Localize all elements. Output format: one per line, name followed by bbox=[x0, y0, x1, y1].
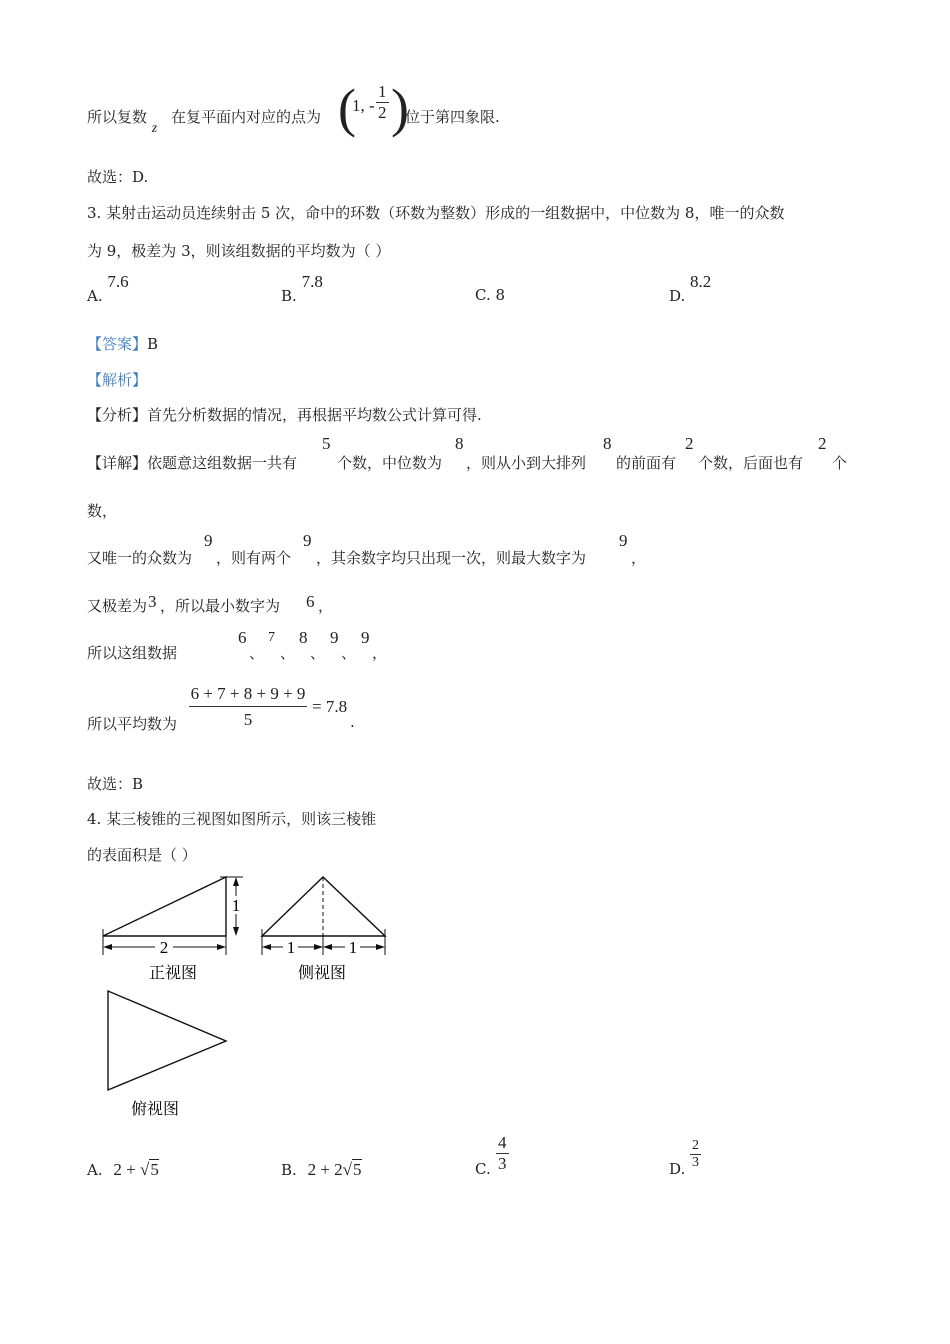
detail-num-2b: 2 bbox=[818, 434, 827, 453]
intro-choice: 故选：D. bbox=[87, 168, 149, 186]
detail-num-8b: 8 bbox=[603, 434, 612, 453]
front-base-label: 2 bbox=[159, 938, 169, 957]
detail-text-5: 个数，后面也有 bbox=[698, 454, 804, 472]
point-fraction: $\frac{1}{2}$ bbox=[378, 82, 387, 122]
detail-num-8a: 8 bbox=[455, 434, 464, 453]
data-sep: 、 bbox=[249, 644, 265, 662]
q3-option-d: D. 8.2 bbox=[669, 272, 712, 305]
data-value: 9 bbox=[361, 628, 370, 647]
q4-option-b: B. 2 + 2√5 bbox=[281, 1160, 362, 1179]
q3-option-c: C. 8 bbox=[475, 286, 506, 304]
data-value: 8 bbox=[299, 628, 308, 647]
mode-num-3: 9 bbox=[619, 531, 628, 550]
detail-text-4: 的前面有 bbox=[616, 454, 677, 472]
intro-text-middle: 在复平面内对应的点为 bbox=[171, 108, 322, 126]
z-conjugate: z bbox=[151, 121, 158, 136]
detail-num-5: 5 bbox=[322, 434, 331, 453]
q4-option-c: C. bbox=[475, 1160, 491, 1178]
point-coordinate-a: 1, - bbox=[352, 96, 375, 115]
q4-stem-line1: 4. 某三棱锥的三视图如图所示，则该三棱锥 bbox=[87, 810, 377, 828]
q4-option-a: A. 2 + √5 bbox=[87, 1160, 159, 1179]
mode-num-1: 9 bbox=[204, 531, 213, 550]
q3-stem-line2: 为 9，极差为 3，则该组数据的平均数为（ ） bbox=[87, 242, 391, 260]
q3-stem-line1: 3. 某射击运动员连续射击 5 次，命中的环数（环数为整数）形成的一组数据中，中位数为 8，唯一的众数 bbox=[87, 204, 785, 222]
side-view-caption: 侧视图 bbox=[297, 965, 347, 982]
front-view bbox=[103, 877, 243, 982]
point-paren-close: ) bbox=[391, 78, 409, 138]
range-text-a: 又极差为 bbox=[87, 597, 148, 615]
q3-choice: 故选：B bbox=[87, 775, 144, 793]
data-sep: 、 bbox=[280, 644, 296, 662]
q4-option-d-fraction: $\frac{2}{3}$ bbox=[692, 1138, 699, 1170]
detail-num-2a: 2 bbox=[685, 434, 694, 453]
data-value: 6 bbox=[238, 628, 247, 647]
range-text-c: ， bbox=[318, 597, 334, 615]
detail-text-2: 个数，中位数为 bbox=[337, 454, 443, 472]
q3-analysis-label: 【解析】 bbox=[87, 371, 148, 389]
mode-text-c: ，其余数字均只出现一次，则最大数字为 bbox=[316, 549, 587, 567]
point-paren-open: ( bbox=[338, 78, 356, 138]
range-text-b: ，所以最小数字为 bbox=[160, 597, 281, 615]
mode-text-a: 又唯一的众数为 bbox=[87, 549, 193, 567]
data-value: 9 bbox=[330, 628, 339, 647]
top-view-caption: 俯视图 bbox=[130, 1101, 180, 1118]
q3-option-b: B. 7.8 bbox=[281, 272, 323, 305]
data-value: 7 bbox=[268, 630, 275, 645]
q4-option-d: D. bbox=[669, 1160, 686, 1178]
mode-text-d: ， bbox=[631, 549, 647, 567]
top-view bbox=[108, 991, 226, 1118]
q4-stem-line2: 的表面积是（ ） bbox=[87, 846, 197, 864]
mode-text-b: ，则有两个 bbox=[216, 549, 292, 567]
answer-label: 【答案】 bbox=[87, 335, 148, 353]
mean-end: . bbox=[350, 713, 355, 731]
mean-numerator: 6 + 7 + 8 + 9 + 9 bbox=[190, 684, 306, 703]
q3-detail-line: 【详解】依题意这组数据一共有 bbox=[87, 454, 298, 472]
intro-text-before: 所以复数 bbox=[87, 108, 148, 126]
data-sep: 、 bbox=[310, 644, 326, 662]
side-right-label: 1 bbox=[348, 938, 358, 957]
intro-text-after: 位于第四象限. bbox=[405, 108, 500, 126]
data-text-a: 所以这组数据 bbox=[87, 644, 178, 662]
detail-text-6: 个 bbox=[832, 454, 848, 472]
detail-text-7: 数， bbox=[87, 502, 118, 520]
data-sep: 、 bbox=[341, 644, 357, 662]
data-end: ， bbox=[372, 644, 388, 662]
front-height-label: 1 bbox=[231, 896, 241, 915]
q3-option-a: A. 7.6 bbox=[87, 272, 129, 305]
front-view-caption: 正视图 bbox=[148, 965, 198, 982]
range-num-2: 6 bbox=[306, 592, 315, 611]
q3-fenxi: 【分析】首先分析数据的情况，再根据平均数公式计算可得. bbox=[87, 406, 482, 424]
mode-num-2: 9 bbox=[303, 531, 312, 550]
side-left-label: 1 bbox=[286, 938, 296, 957]
q4-option-c-fraction: $\frac{4}{3}$ bbox=[498, 1133, 507, 1173]
answer-value: B bbox=[147, 335, 159, 353]
detail-text-3: ，则从小到大排列 bbox=[466, 454, 587, 472]
mean-denominator: 5 bbox=[189, 706, 307, 730]
mean-result: = 7.8 bbox=[312, 697, 348, 716]
range-num-1: 3 bbox=[148, 592, 157, 611]
side-view bbox=[262, 877, 385, 982]
mean-text-a: 所以平均数为 bbox=[87, 715, 178, 733]
